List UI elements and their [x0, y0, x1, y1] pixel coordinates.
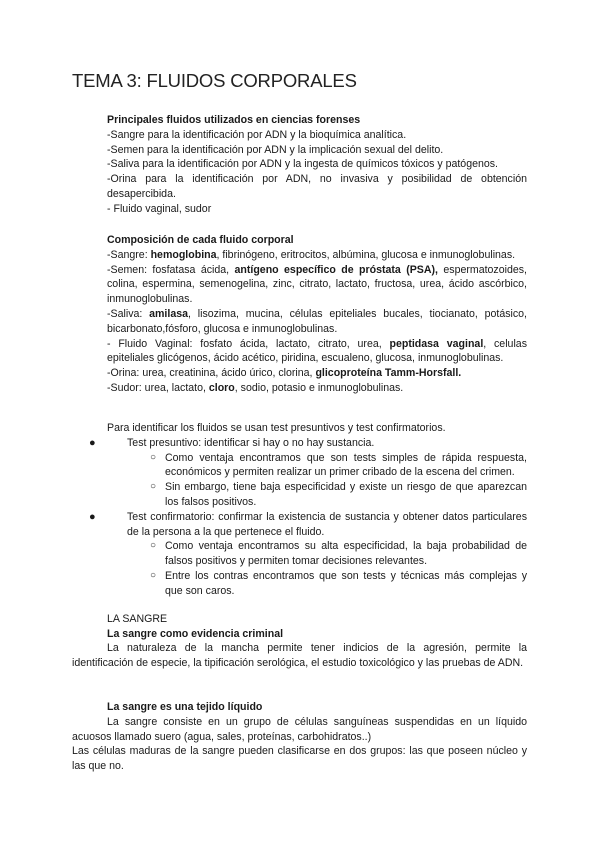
- key-term: glicoproteína Tamm-Horsfall.: [315, 367, 462, 380]
- section-heading: Composición de cada fluido corporal: [107, 234, 294, 246]
- fluid-line: -Orina para la identificación por ADN, no invasiva y posibilidad de obtención desapercibida.: [107, 173, 527, 200]
- section-heading: La sangre como evidencia criminal: [107, 627, 284, 640]
- page-title: TEMA 3: FLUIDOS CORPORALES: [72, 70, 357, 91]
- text-run: espermatozoides, colina, espermina, semenogelina, zinc, citrato, lactato, fructosa, urea, ácido ascórbico, inmunoglobulinas.: [107, 263, 527, 306]
- tests-intro: Para identificar los fluidos se usan test presuntivos y test confirmatorios.: [107, 422, 446, 434]
- blood-cells-paragraph: Las células maduras de la sangre pueden clasificarse en dos grupos: las que poseen núcleo y las que no.: [72, 745, 527, 772]
- key-term: hemoglobina: [150, 248, 217, 261]
- text-run: , sodio, potasio e inmunoglobulinas.: [234, 381, 404, 394]
- text-run: , lisozima, mucina, células epiteliales bucales, tiocianato, potásico, bicarbonato,fósforo, glucosa e inmunoglobulinas.: [107, 307, 527, 335]
- sublist: [127, 451, 527, 510]
- composition-vaginal: [107, 337, 527, 367]
- sublist-item: [127, 451, 527, 481]
- list-item: [89, 510, 527, 599]
- circle-bullet-icon: ○: [150, 540, 157, 552]
- list-item-text: Test confirmatorio: confirmar la existencia de sustancia y obtener datos particulares de la persona a la que pertenece el fluido.: [127, 510, 527, 538]
- text-run: , celulas epiteliales glicógenos, ácido acético, piridina, escualeno, glucosa, inmunoglobulinas.: [107, 337, 527, 365]
- sublist-item-text: Sin embargo, tiene baja especificidad y existe un riesgo de que aparezcan los falsos positivos.: [165, 481, 527, 508]
- tests-section: [89, 421, 527, 599]
- circle-bullet-icon: ○: [150, 481, 157, 493]
- key-term: peptidasa vaginal: [389, 337, 484, 350]
- circle-bullet-icon: ○: [150, 451, 157, 463]
- section-label: LA SANGRE: [107, 613, 168, 625]
- composition-orina: [107, 366, 527, 381]
- text-run: -Sangre:: [107, 248, 151, 261]
- bullet-icon: ●: [89, 510, 96, 523]
- sublist-item-text: Como ventaja encontramos su alta especificidad, la baja probabilidad de falsos positivos y permiten tomar decisiones relevantes.: [165, 540, 527, 568]
- sublist-item-text: Como ventaja encontramos que son tests simples de rápida respuesta, económicos y permiten realizar un primer cribado de la escena del crimen.: [165, 451, 527, 479]
- bullet-icon: ●: [89, 436, 96, 449]
- sublist-item: [127, 539, 527, 569]
- blood-label-block: [107, 612, 527, 642]
- fluid-line: -Sangre para la identificación por ADN y la bioquímica analítica.: [107, 128, 407, 141]
- composition-sudor: [107, 381, 527, 396]
- text-run: -Semen: fosfatasa ácida,: [107, 263, 235, 276]
- circle-bullet-icon: ○: [150, 569, 157, 581]
- section-heading: Principales fluidos utilizados en ciencias forenses: [107, 114, 361, 126]
- text-run: -Orina: urea, creatinina, ácido úrico, clorina,: [107, 367, 316, 380]
- sublist-item: [127, 569, 527, 599]
- fluid-line: -Semen para la identificación por ADN y la implicación sexual del delito.: [107, 143, 444, 156]
- text-run: - Fluido Vaginal: fosfato ácida, lactato, citrato, urea,: [107, 337, 390, 350]
- key-term: cloro: [208, 381, 235, 394]
- composition-sangre: [107, 248, 527, 263]
- text-run: -Sudor: urea, lactato,: [107, 381, 209, 394]
- tests-list: [89, 436, 527, 599]
- text-run: -Saliva:: [107, 307, 150, 320]
- text-run: , fibrinógeno, eritrocitos, albúmina, glucosa e inmunoglobulinas.: [216, 248, 516, 261]
- sublist-item: [127, 480, 527, 510]
- key-term: amilasa: [149, 307, 188, 320]
- blood-tissue-block: [107, 700, 527, 715]
- list-item-text: Test presuntivo: identificar si hay o no hay sustancia.: [127, 436, 375, 449]
- composition-saliva: [107, 307, 527, 337]
- key-term: antígeno específico de próstata (PSA),: [234, 263, 438, 276]
- blood-evidence-paragraph: La naturaleza de la mancha permite tener indicios de la agresión, permite la identificación de especie, la tipificación serológica, el estudio toxicológico y las pruebas de ADN.: [72, 642, 527, 669]
- forensic-fluids-section: [107, 113, 527, 217]
- sublist-item-text: Entre los contras encontramos que son tests y técnicas más complejas y que son caros.: [165, 569, 527, 597]
- section-heading: La sangre es una tejido líquido: [107, 701, 263, 713]
- fluid-line: - Fluido vaginal, sudor: [107, 202, 212, 215]
- composition-semen: [107, 263, 527, 307]
- fluid-line: -Saliva para la identificación por ADN y la ingesta de químicos tóxicos y patógenos.: [107, 158, 499, 171]
- composition-section: [107, 233, 527, 396]
- list-item: [89, 436, 527, 510]
- blood-tissue-paragraph: La sangre consiste en un grupo de células sanguíneas suspendidas en un líquido acuosos llamado suero (agua, sales, proteínas, carbohidratos..): [72, 716, 527, 743]
- sublist: [127, 539, 527, 598]
